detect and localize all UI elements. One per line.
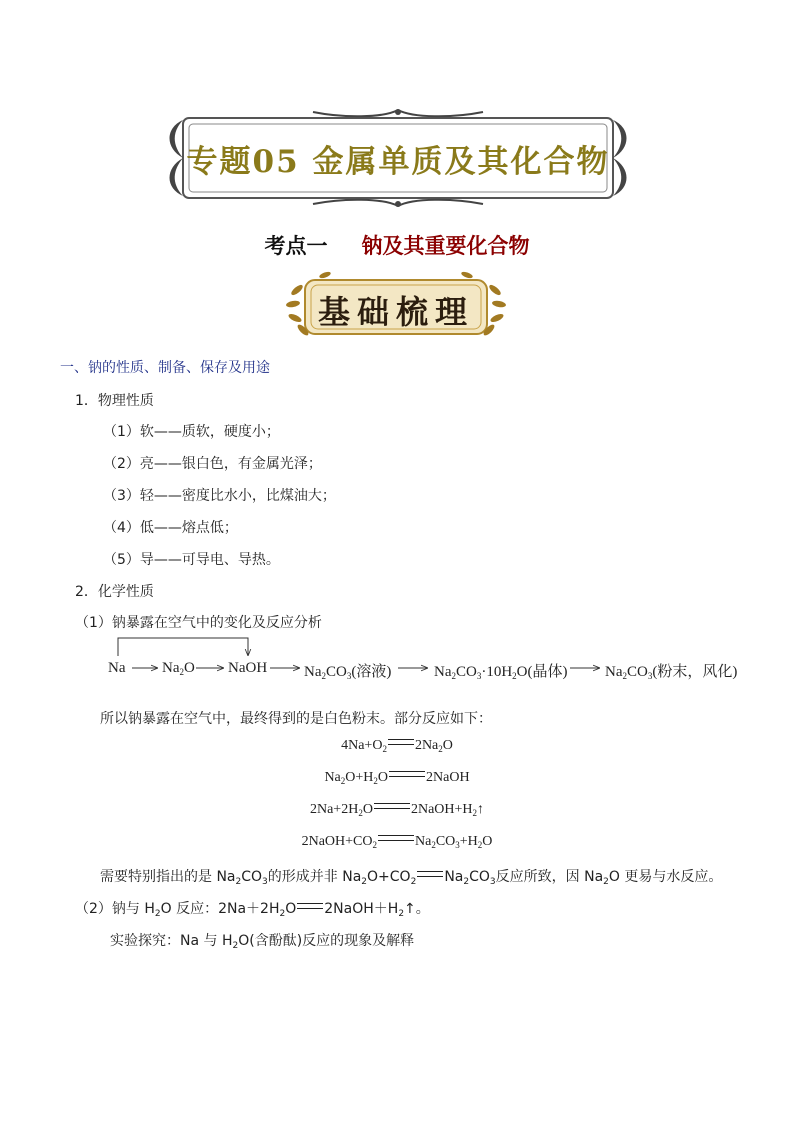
summary-text: 所以钠暴露在空气中，最终得到的是白色粉末。部分反应如下： — [100, 711, 492, 727]
page-title: 专题05 金属单质及其化合物 — [186, 144, 610, 180]
section-heading — [0, 230, 794, 260]
chain-naoh: NaOH — [228, 660, 268, 676]
experiment-text: 实验探究：Na 与 $H_2O$(含酚酞)反应的现象及解释 — [110, 933, 415, 951]
item2-text: （2）钠与 $H_2O$ 反应：$2Na+2H_2O$ $2NaOH+H_2↑$。 — [75, 901, 430, 919]
physical-item-3: （3）轻——密度比水小，比煤油大； — [103, 488, 336, 504]
physical-item-5: （5）导——可导电、导热。 — [103, 552, 280, 568]
kaodian-label: 考点一 — [264, 233, 328, 258]
equation-1: $4Na+O_2$ $2Na_2O$ — [341, 738, 453, 754]
kaodian-topic: 钠及其重要化合物 — [361, 233, 530, 258]
chain-na2co3-powder: $Na_2CO_3$(粉末，风化) — [605, 664, 738, 681]
sub1-title: 1．物理性质 — [75, 393, 154, 409]
sub2-title: 2．化学性质 — [75, 584, 154, 600]
note-text: 需要特别指出的是 $Na_2CO_3$的形成并非 $Na_2O+CO_2$ $Na_2CO_3$反应所致，因 $Na_2O$ 更易与水反应。 — [100, 869, 723, 887]
physical-item-2: （2）亮——银白色，有金属光泽； — [103, 456, 322, 472]
item1-title: （1）钠暴露在空气中的变化及反应分析 — [75, 615, 322, 631]
chain-na: Na — [108, 660, 126, 676]
equation-3: $2Na+2H_2O$ $2NaOH+H_2↑$ — [309, 802, 485, 818]
physical-item-4: （4）低——熔点低； — [103, 520, 238, 536]
basics-badge — [285, 270, 507, 342]
chain-na2o: $Na_2O$ — [162, 660, 195, 677]
equation-4: $2NaOH+CO_2$ $Na_2CO_3+H_2O$ — [301, 834, 493, 850]
section1-heading: 一、钠的性质、制备、保存及用途 — [60, 360, 270, 376]
physical-item-1: （1）软——质软，硬度小； — [103, 424, 280, 440]
equation-2: $Na_2O+H_2O$ 2NaOH — [324, 770, 470, 786]
chain-na2co3-solution: $Na_2CO_3$(溶液) — [304, 664, 392, 681]
title-banner — [163, 108, 633, 208]
badge-label: 基础梳理 — [317, 293, 474, 331]
chain-na2co3-crystal: $Na_2CO_3\cdot 10H_2O$(晶体) — [434, 664, 568, 681]
